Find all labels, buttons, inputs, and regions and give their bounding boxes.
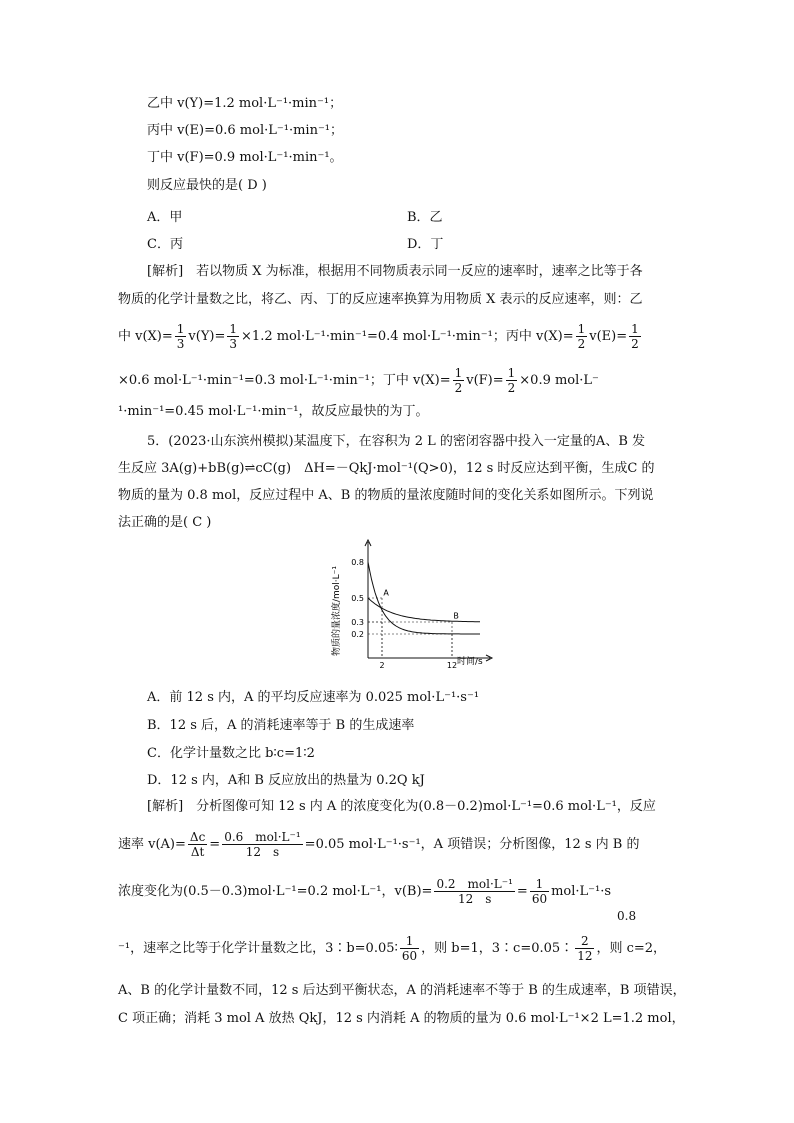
question-5-line: 5．(2023·山东滨州模拟)某温度下，在容积为 2 L 的密闭容器中投入一定量的A、B 发 — [147, 434, 646, 449]
y-tick-label: 0.5 — [351, 594, 364, 603]
rate-line-yi: 乙中 v(Y)=1.2 mol·L⁻¹·min⁻¹； — [147, 96, 343, 111]
question-5-line: 物质的量为 0.8 mol，反应过程中 A、B 的物质的量浓度随时间的变化关系如图所示。下列说 — [118, 488, 654, 503]
fraction: $\frac{1}{60}$ — [401, 934, 418, 963]
analysis-line: [解析] 若以物质 X 为标准，根据用不同物质表示同一反应的速率时，速率之比等于各 — [147, 264, 643, 279]
analysis-line: C 项正确；消耗 3 mol A 放热 QkJ，12 s 内消耗 A 的物质的量为 0.6 mol·L⁻¹×2 L=1.2 mol， — [118, 1011, 685, 1026]
question-stem: 则反应最快的是( D ) — [147, 178, 267, 193]
y-tick-label: 0.8 — [351, 558, 364, 567]
analysis-line: 浓度变化为(0.5－0.3)mol·L⁻¹=0.2 mol·L⁻¹，v(B)= $\frac{\text{0.2 mol·L⁻¹}}{12 s}$ = $\frac{1}{60}$ mol·L⁻¹·s — [118, 877, 612, 906]
y-tick-label: 0.3 — [351, 618, 364, 627]
analysis-line: A、B 的化学计量数不同，12 s 后达到平衡状态，A 的消耗速率不等于 B 的生成速率，B 项错误， — [118, 983, 686, 998]
series-B-line — [368, 598, 480, 622]
fraction: $\frac{\Delta c}{\Delta t}$ — [189, 830, 206, 859]
concentration-time-chart — [325, 538, 495, 670]
fraction: $\frac{2}{12}$ — [577, 934, 593, 963]
series-label: B — [453, 611, 459, 621]
question-5-line: 生反应 3A(g)+bB(g)⇌cC(g) ΔH=－QkJ·mol⁻¹(Q>0)，12 s 时反应达到平衡，生成C 的 — [118, 461, 655, 476]
analysis-line: ⁻¹，速率之比等于化学计量数之比，3∶b=0.05∶ $\frac{1}{60}$ ，则 b=1，3∶c=0.05∶ $\frac{2}{12}$ ，则 c=2， — [118, 934, 667, 963]
y-axis-label: 物质的量浓度/mol·L⁻¹ — [332, 565, 342, 656]
option-c: C．化学计量数之比 b∶c=1∶2 — [147, 746, 315, 761]
fraction-top: 0.8 — [617, 909, 637, 923]
rate-line-ding: 丁中 v(F)=0.9 mol·L⁻¹·min⁻¹。 — [147, 150, 343, 165]
x-tick-label: 2 — [379, 661, 385, 670]
analysis-line: ×0.6 mol·L⁻¹·min⁻¹=0.3 mol·L⁻¹·min⁻¹；丁中 v(X)= $\frac{1}{2}$ v(F)= $\frac{1}{2}$ ×0.9 mol·L⁻ — [118, 366, 599, 395]
question-5-line: 法正确的是( C ) — [118, 515, 212, 530]
option-a: A．前 12 s 内，A 的平均反应速率为 0.025 mol·L⁻¹·s⁻¹ — [147, 690, 480, 705]
analysis-line: 中 v(X)= $\frac{1}{3}$ v(Y)= $\frac{1}{3}$ ×1.2 mol·L⁻¹·min⁻¹=0.4 mol·L⁻¹·min⁻¹；丙中 v(X)= $\frac{1}{2}$ v(E)= $\frac{1}{2}$ — [118, 322, 639, 351]
fraction: $\frac{1}{2}$ — [454, 366, 463, 395]
rate-line-bing: 丙中 v(E)=0.6 mol·L⁻¹·min⁻¹； — [147, 123, 344, 138]
analysis-line: 物质的化学计量数之比，将乙、丙、丁的反应速率换算为用物质 X 表示的反应速率，则：乙 — [118, 292, 643, 307]
series-A-line — [368, 562, 480, 634]
option-a: A．甲 — [147, 210, 183, 225]
series-label: A — [383, 588, 389, 598]
fraction: $\frac{1}{2}$ — [577, 322, 586, 351]
fraction: $\frac{1}{2}$ — [631, 322, 639, 351]
analysis-line: [解析] 分析图像可知 12 s 内 A 的浓度变化为(0.8－0.2)mol·L⁻¹=0.6 mol·L⁻¹，反应 — [147, 799, 656, 814]
option-c: C．丙 — [147, 237, 183, 252]
fraction: $\frac{1}{3}$ — [176, 322, 185, 351]
option-b: B．乙 — [407, 210, 443, 225]
fraction: $\frac{1}{3}$ — [229, 322, 238, 351]
analysis-line: 速率 v(A)= $\frac{\Delta c}{\Delta t}$ = $\frac{\text{0.6 mol·L⁻¹}}{12 s}$ =0.05 mol·L⁻¹·s⁻¹，A 项错误；分析图像，12 s 内 B 的 — [118, 830, 640, 859]
option-d: D．丁 — [407, 237, 444, 252]
x-tick-label: 12 — [446, 661, 458, 670]
fraction: $\frac{\text{0.2 mol·L⁻¹}}{12 s}$ — [436, 877, 513, 906]
fraction: $\frac{1}{2}$ — [507, 366, 516, 395]
fraction: $\frac{1}{60}$ — [531, 877, 548, 906]
x-axis-label: 时间/s — [457, 657, 483, 667]
analysis-line: ¹·min⁻¹=0.45 mol·L⁻¹·min⁻¹，故反应最快的为丁。 — [118, 404, 429, 419]
fraction: $\frac{\text{0.6 mol·L⁻¹}}{12 s}$ — [224, 830, 301, 859]
option-b: B．12 s 后，A 的消耗速率等于 B 的生成速率 — [147, 718, 415, 733]
y-tick-label: 0.2 — [351, 630, 364, 639]
option-d: D．12 s 内，A和 B 反应放出的热量为 0.2Q kJ — [147, 773, 425, 788]
